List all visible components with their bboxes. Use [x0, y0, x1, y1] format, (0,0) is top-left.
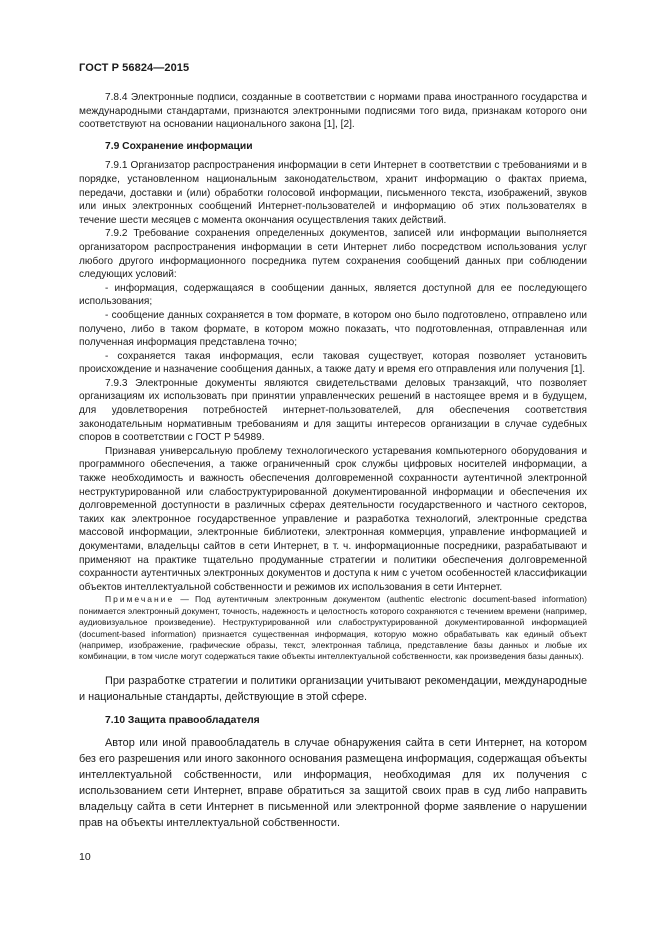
note-text: — Под аутентичным электронным документом (authentic electronic document-based information) понимается электронный документ, точность, надежность и целостность которого сохраняются с течением времени (например, аудиовизуальное произведение). Неструктурированной или слабоструктурированной документированной информацией (document-based information) признается существенная информация, которую можно обрабатывать как единый объект (например, изображение, графические образы, текст, электронная таблица, представление базы данных и любые их комбинации, в том числе могут содержаться такие объекты интеллектуальной собственности, как произведения базы данных).	[79, 594, 587, 662]
page-number: 10	[79, 851, 91, 863]
paragraph-strategy: При разработке стратегии и политики организации учитывают рекомендации, международные и национальные стандарты, действующие в этой сфере.	[79, 674, 587, 703]
paragraph-7-9-1: 7.9.1 Организатор распространения информации в сети Интернет в соответствии с требованиями и в порядке, установленном национальным законодательством, хранит информацию о фактах приема, передачи, доставки и (или) обработки голосовой информации, письменного текста, изображений, звуков или иных электронных сообщений Интернет-пользователей и информацию об этих пользователях в течение шести месяцев с момента окончания осуществления таких действий.	[79, 160, 587, 226]
section-title-7-9: 7.9 Сохранение информации	[105, 140, 253, 152]
note-label: Примечание	[105, 594, 175, 605]
paragraph-7-10: Автор или иной правообладатель в случае обнаружения сайта в сети Интернет, на котором без его разрешения или иного законного основания размещена информация, содержащая объекты интеллектуальной собственности, или информация, необходимая для их получения с использованием сети Интернет, вправе обратиться за защитой своих прав в суд либо направить владельцу сайта в сети Интернет в письменной или электронной форме заявление о нарушении прав на объекты интеллектуальной собственности.	[79, 736, 587, 829]
list-item-condition-1: - информация, содержащаяся в сообщении данных, является доступной для ее последующего использования;	[79, 282, 587, 308]
list-item-condition-3: - сохраняется такая информация, если таковая существует, которая позволяет установить происхождение и назначение сообщения данных, а также дату и время его отправления или получения [1].	[79, 350, 587, 376]
standard-header: ГОСТ Р 56824—2015	[79, 62, 190, 74]
document-body	[79, 91, 587, 831]
paragraph-7-8-4: 7.8.4 Электронные подписи, созданные в соответствии с нормами права иностранного государства и международными стандартами, признаются электронными подписями того вида, признакам которого они соответствуют на основании национального закона [1], [2].	[79, 92, 587, 131]
paragraph-preservation-problem: Признавая универсальную проблему технологического устаревания компьютерного оборудования и программного обеспечения, а также ограниченный срок службы цифровых носителей информации, а также необходимость и важность обеспечения долговременной сохранности аутентичной электронной неструктурированной или слабоструктурированной документированной информации и обеспечения их долговременной доступности в различных сферах деятельности государственного и частного секторов, таких как электронное государственное управление и разработка технологий, электронные средства массовой информации, электронные библиотеки, электронная коммерция, управление информацией и документами, владельцы сайтов в сети Интернет, в т. ч. информационные посредники, разрабатывают и применяют на практике тщательно продуманные стратегии и политики обеспечения долговременной сохранности аутентичных электронных документов и доступа к ним с учетом особенностей классификации объектов интеллектуальной собственности и режимов их использования в сети Интернет.	[79, 445, 587, 593]
note-block	[79, 594, 587, 662]
section-title-7-10: 7.10 Защита правообладателя	[105, 714, 260, 726]
paragraph-7-9-2: 7.9.2 Требование сохранения определенных документов, записей или информации выполняется организатором распространения информации в сети Интернет либо посредством использования услуг любого другого информационного посредника путем сохранения сообщений данных при соблюдении следующих условий:	[79, 228, 587, 281]
list-item-condition-2: - сообщение данных сохраняется в том формате, в котором оно было подготовлено, отправлено или получено, либо в таком формате, в котором можно показать, что подготовленная, отправленная или полученная информация представлена точно;	[79, 309, 587, 349]
paragraph-7-9-3: 7.9.3 Электронные документы являются свидетельствами деловых транзакций, что позволяет организациям их использовать при принятии управленческих решений в настоящее время и в будущем, для удовлетворения потребностей интернет-пользователей, для обеспечения соответствия законодательным нормативным требованиям и для защиты интересов организации в случае судебных споров в соответствии с ГОСТ Р 54989.	[79, 377, 587, 444]
